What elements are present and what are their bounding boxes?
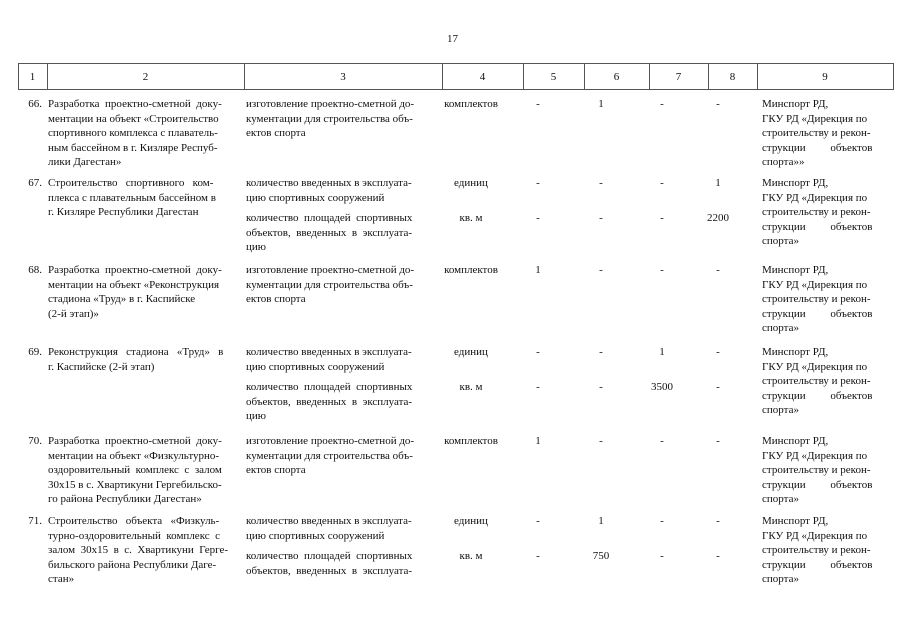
- value-cell: 1: [598, 98, 604, 110]
- object-name-line: г. Каспийске (2-й этап): [48, 360, 155, 373]
- indicator-line: цию спортивных сооружений: [246, 360, 385, 373]
- responsible-org-line: строительству и рекон-: [762, 544, 871, 556]
- object-name-line: залом 30х15 в с. Хвартикуни Герге-: [48, 544, 229, 556]
- responsible-org-line: струкции объектов: [762, 141, 873, 154]
- responsible-org-line: струкции объектов: [762, 389, 873, 402]
- value-cell: -: [536, 515, 540, 527]
- value-cell: 3500: [651, 381, 673, 393]
- indicator-line: ектов спорта: [246, 464, 306, 476]
- object-name-line: турно-оздоровительный комплекс с: [48, 529, 221, 542]
- indicator-line: цию спортивных сооружений: [246, 529, 385, 542]
- indicator-line: изготовление проектно-сметной до-: [246, 435, 415, 447]
- indicator-line: количество площадей спортивных: [246, 212, 413, 224]
- indicator-line: количество введенных в эксплуата-: [246, 346, 412, 358]
- value-cell: -: [716, 435, 720, 447]
- responsible-org-line: спорта»: [762, 493, 799, 505]
- value-cell: -: [716, 98, 720, 110]
- unit-cell: кв. м: [459, 381, 483, 393]
- value-cell: -: [599, 264, 603, 276]
- value-cell: -: [660, 177, 664, 189]
- responsible-org-line: Минспорт РД,: [762, 515, 829, 527]
- indicator-line: объектов, введенных в эксплуата-: [246, 395, 413, 408]
- row-number: 68.: [28, 264, 42, 276]
- indicator-line: объектов, введенных в эксплуата-: [246, 564, 413, 577]
- unit-cell: комплектов: [444, 98, 498, 110]
- responsible-org-line: ГКУ РД «Дирекция по: [762, 360, 868, 373]
- value-cell: -: [716, 550, 720, 562]
- responsible-org-line: ГКУ РД «Дирекция по: [762, 449, 868, 462]
- object-name-line: Разработка проектно-сметной доку-: [48, 264, 222, 276]
- responsible-org-line: Минспорт РД,: [762, 177, 829, 189]
- responsible-org-line: строительству и рекон-: [762, 127, 871, 139]
- unit-cell: единиц: [454, 177, 488, 189]
- responsible-org-line: Минспорт РД,: [762, 98, 829, 110]
- header-cell: 5: [550, 71, 557, 83]
- page-number: 17: [447, 33, 458, 45]
- responsible-org-line: строительству и рекон-: [762, 464, 871, 476]
- indicator-line: кументации для строительства объ-: [246, 278, 413, 291]
- value-cell: 1: [659, 346, 665, 358]
- value-cell: -: [599, 212, 603, 224]
- row-number: 69.: [28, 346, 42, 358]
- responsible-org-line: спорта»: [762, 322, 799, 334]
- indicator-line: кументации для строительства объ-: [246, 449, 413, 462]
- object-name-line: Разработка проектно-сметной доку-: [48, 435, 222, 447]
- object-name-line: спортивного комплекса с плаватель-: [48, 127, 218, 139]
- object-name-line: оздоровительный комплекс с залом: [48, 464, 222, 476]
- indicator-line: количество введенных в эксплуата-: [246, 177, 412, 189]
- responsible-org-line: Минспорт РД,: [762, 264, 829, 276]
- header-cell: 1: [29, 71, 36, 83]
- value-cell: -: [660, 212, 664, 224]
- value-cell: -: [536, 98, 540, 110]
- value-cell: 2200: [707, 212, 729, 224]
- header-bottom-rule: [18, 89, 893, 90]
- object-name-line: го района Республики Дагестан»: [48, 493, 202, 505]
- responsible-org-line: струкции объектов: [762, 478, 873, 491]
- value-cell: 1: [598, 515, 604, 527]
- value-cell: -: [599, 346, 603, 358]
- indicator-line: количество площадей спортивных: [246, 381, 413, 393]
- responsible-org-line: строительству и рекон-: [762, 375, 871, 387]
- value-cell: 750: [592, 550, 610, 562]
- responsible-org-line: Минспорт РД,: [762, 435, 829, 447]
- object-name-line: г. Кизляре Республики Дагестан: [48, 206, 199, 218]
- responsible-org-line: строительству и рекон-: [762, 206, 871, 218]
- object-name-line: бильского района Республики Даге-: [48, 558, 217, 571]
- value-cell: 1: [715, 177, 721, 189]
- object-name-line: ментации на объект «Физкультурно-: [48, 449, 220, 462]
- unit-cell: кв. м: [459, 550, 483, 562]
- table-header: [18, 63, 893, 90]
- unit-cell: комплектов: [444, 264, 498, 276]
- object-name-line: плекса с плавательным бассейном в: [48, 191, 216, 204]
- object-name-line: лики Дагестан»: [48, 156, 122, 168]
- indicator-line: цию спортивных сооружений: [246, 191, 385, 204]
- value-cell: -: [716, 515, 720, 527]
- value-cell: -: [599, 177, 603, 189]
- header-divider: [893, 63, 894, 90]
- header-cell: 9: [822, 71, 828, 83]
- unit-cell: кв. м: [459, 212, 483, 224]
- responsible-org-line: ГКУ РД «Дирекция по: [762, 529, 868, 542]
- value-cell: -: [536, 550, 540, 562]
- row-number: 71.: [28, 515, 42, 527]
- indicator-line: цию: [246, 241, 266, 253]
- object-name-line: Строительство спортивного ком-: [48, 177, 214, 189]
- header-cell: 7: [675, 71, 682, 83]
- responsible-org-line: ГКУ РД «Дирекция по: [762, 278, 868, 291]
- indicator-line: изготовление проектно-сметной до-: [246, 98, 415, 110]
- indicator-line: изготовление проектно-сметной до-: [246, 264, 415, 276]
- value-cell: -: [536, 346, 540, 358]
- object-name-line: (2-й этап)»: [48, 307, 99, 320]
- object-name-line: ментации на объект «Строительство: [48, 112, 219, 125]
- indicator-line: ектов спорта: [246, 127, 306, 139]
- value-cell: -: [599, 381, 603, 393]
- object-name-line: Реконструкция стадиона «Труд» в: [48, 346, 224, 358]
- indicator-line: ектов спорта: [246, 293, 306, 305]
- responsible-org-line: струкции объектов: [762, 220, 873, 233]
- responsible-org-line: ГКУ РД «Дирекция по: [762, 112, 868, 125]
- responsible-org-line: струкции объектов: [762, 307, 873, 320]
- value-cell: -: [716, 346, 720, 358]
- value-cell: -: [536, 212, 540, 224]
- responsible-org-line: спорта»: [762, 573, 799, 585]
- header-cell: 2: [142, 71, 149, 83]
- object-name-line: Строительство объекта «Физкуль-: [48, 515, 220, 527]
- indicator-line: количество площадей спортивных: [246, 550, 413, 562]
- row-number: 66.: [28, 98, 42, 110]
- value-cell: -: [660, 515, 664, 527]
- value-cell: -: [716, 264, 720, 276]
- responsible-org-line: спорта»: [762, 235, 799, 247]
- object-name-line: стан»: [48, 573, 75, 585]
- responsible-org-line: Минспорт РД,: [762, 346, 829, 358]
- value-cell: 1: [535, 435, 541, 447]
- unit-cell: единиц: [454, 346, 488, 358]
- value-cell: -: [536, 381, 540, 393]
- unit-cell: единиц: [454, 515, 488, 527]
- object-name-line: стадиона «Труд» в г. Каспийске: [48, 293, 196, 305]
- responsible-org-line: строительству и рекон-: [762, 293, 871, 305]
- indicator-line: объектов, введенных в эксплуата-: [246, 226, 413, 239]
- value-cell: -: [660, 435, 664, 447]
- row-number: 67.: [28, 177, 42, 189]
- header-top-rule: [18, 63, 893, 64]
- responsible-org-line: спорта»: [762, 404, 799, 416]
- value-cell: -: [660, 264, 664, 276]
- unit-cell: комплектов: [444, 435, 498, 447]
- value-cell: -: [716, 381, 720, 393]
- object-name-line: ментации на объект «Реконструкция: [48, 278, 220, 291]
- responsible-org-line: ГКУ РД «Дирекция по: [762, 191, 868, 204]
- object-name-line: ным бассейном в г. Кизляре Респуб-: [48, 141, 218, 154]
- responsible-org-line: струкции объектов: [762, 558, 873, 571]
- indicator-line: цию: [246, 410, 266, 422]
- value-cell: -: [599, 435, 603, 447]
- header-cell: 4: [479, 71, 486, 83]
- value-cell: -: [660, 550, 664, 562]
- header-cell: 8: [729, 71, 736, 83]
- indicator-line: кументации для строительства объ-: [246, 112, 413, 125]
- object-name-line: Разработка проектно-сметной доку-: [48, 98, 222, 110]
- value-cell: -: [660, 98, 664, 110]
- object-name-line: 30х15 в с. Хвартикуни Гергебильско-: [48, 478, 222, 491]
- header-cell: 3: [340, 71, 346, 83]
- value-cell: 1: [535, 264, 541, 276]
- header-cell: 6: [613, 71, 620, 83]
- value-cell: -: [536, 177, 540, 189]
- row-number: 70.: [28, 435, 42, 447]
- responsible-org-line: спорта»»: [762, 156, 805, 168]
- indicator-line: количество введенных в эксплуата-: [246, 515, 412, 527]
